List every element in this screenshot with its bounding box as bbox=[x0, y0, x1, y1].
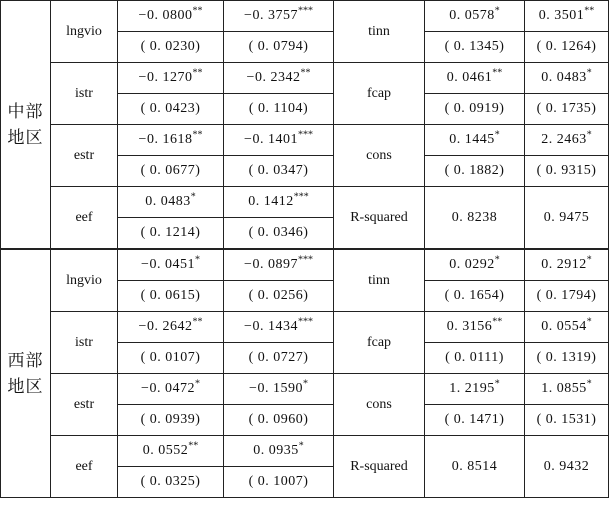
coefficient-value: −0. 1590 bbox=[249, 381, 303, 396]
stderr-col4: ( 0. 1531) bbox=[525, 405, 609, 436]
stderr-col1: ( 0. 0423) bbox=[118, 94, 224, 125]
r-squared-col3: 0. 8514 bbox=[425, 436, 525, 498]
coefficient-value: −0. 0800 bbox=[138, 8, 193, 23]
variable-name: tinn bbox=[334, 1, 425, 63]
coefficient-value: 0. 0935 bbox=[253, 443, 299, 458]
coef-col2 bbox=[224, 125, 334, 156]
stderr-col2: ( 0. 0256) bbox=[224, 281, 334, 312]
coefficient-value: −0. 0897 bbox=[244, 257, 298, 272]
coef-col2 bbox=[224, 1, 334, 32]
table-row bbox=[1, 312, 609, 343]
coefficient-value: 0. 0552 bbox=[142, 443, 189, 458]
variable-name: eef bbox=[51, 187, 118, 250]
stderr-col4: ( 0. 1319) bbox=[525, 343, 609, 374]
stderr-col3: ( 0. 1471) bbox=[425, 405, 525, 436]
table-row bbox=[1, 125, 609, 156]
significance-stars: * bbox=[586, 129, 592, 141]
coef-col4 bbox=[525, 63, 609, 94]
stderr-col1: ( 0. 0325) bbox=[118, 467, 224, 498]
significance-stars: * bbox=[494, 5, 500, 17]
stderr-col2: ( 0. 0727) bbox=[224, 343, 334, 374]
stderr-col3: ( 0. 1345) bbox=[425, 32, 525, 63]
significance-stars: ** bbox=[492, 316, 503, 328]
coef-col1 bbox=[118, 1, 224, 32]
stderr-col2: ( 0. 0347) bbox=[224, 156, 334, 187]
significance-stars: ** bbox=[192, 129, 203, 141]
stderr-col4: ( 0. 9315) bbox=[525, 156, 609, 187]
region-label bbox=[1, 1, 51, 250]
table-row bbox=[1, 1, 609, 32]
significance-stars: *** bbox=[297, 129, 313, 141]
stderr-col3: ( 0. 1654) bbox=[425, 281, 525, 312]
coefficient-value: 0. 1445 bbox=[449, 132, 495, 147]
stderr-col3: ( 0. 1882) bbox=[425, 156, 525, 187]
variable-name: lngvio bbox=[51, 249, 118, 312]
coef-col3 bbox=[425, 249, 525, 281]
coef-col1 bbox=[118, 187, 224, 218]
significance-stars: ** bbox=[492, 67, 503, 79]
variable-name: tinn bbox=[334, 249, 425, 312]
coef-col1 bbox=[118, 436, 224, 467]
coef-col1 bbox=[118, 312, 224, 343]
significance-stars: *** bbox=[297, 316, 313, 328]
stderr-col2: ( 0. 0794) bbox=[224, 32, 334, 63]
coefficient-value: 0. 0554 bbox=[541, 319, 587, 334]
variable-name: lngvio bbox=[51, 1, 118, 63]
significance-stars: * bbox=[298, 440, 304, 452]
r-squared-col4: 0. 9432 bbox=[525, 436, 609, 498]
stderr-col1: ( 0. 1214) bbox=[118, 218, 224, 250]
coef-col4 bbox=[525, 312, 609, 343]
significance-stars: * bbox=[586, 67, 592, 79]
variable-name: fcap bbox=[334, 312, 425, 374]
stderr-col4: ( 0. 1264) bbox=[525, 32, 609, 63]
stderr-col3: ( 0. 0111) bbox=[425, 343, 525, 374]
stderr-col1: ( 0. 0939) bbox=[118, 405, 224, 436]
coef-col3 bbox=[425, 1, 525, 32]
significance-stars: ** bbox=[300, 67, 311, 79]
coefficient-value: −0. 2342 bbox=[246, 70, 301, 85]
significance-stars: * bbox=[194, 254, 200, 266]
coefficient-value: −0. 0472 bbox=[141, 381, 195, 396]
coefficient-value: 1. 0855 bbox=[541, 381, 587, 396]
significance-stars: * bbox=[586, 378, 592, 390]
significance-stars: * bbox=[194, 378, 200, 390]
region-name-line2: 地区 bbox=[7, 376, 44, 396]
coefficient-value: −0. 1618 bbox=[138, 132, 193, 147]
variable-name: fcap bbox=[334, 63, 425, 125]
coefficient-value: 0. 2912 bbox=[541, 257, 587, 272]
coefficient-value: 0. 0483 bbox=[145, 194, 191, 209]
significance-stars: *** bbox=[297, 5, 313, 17]
variable-name: cons bbox=[334, 374, 425, 436]
coef-col4 bbox=[525, 125, 609, 156]
variable-name: eef bbox=[51, 436, 118, 498]
coefficient-value: 0. 3501 bbox=[538, 8, 585, 23]
coef-col1 bbox=[118, 374, 224, 405]
coef-col2 bbox=[224, 187, 334, 218]
coef-col1 bbox=[118, 63, 224, 94]
stderr-col1: ( 0. 0677) bbox=[118, 156, 224, 187]
coef-col4 bbox=[525, 1, 609, 32]
significance-stars: * bbox=[494, 378, 500, 390]
variable-name: estr bbox=[51, 374, 118, 436]
stderr-col2: ( 0. 0960) bbox=[224, 405, 334, 436]
stderr-col1: ( 0. 0230) bbox=[118, 32, 224, 63]
region-name-line1: 中部 bbox=[7, 101, 44, 121]
significance-stars: * bbox=[302, 378, 308, 390]
region-label bbox=[1, 249, 51, 498]
significance-stars: * bbox=[586, 316, 592, 328]
coefficient-value: 1. 2195 bbox=[449, 381, 495, 396]
coefficient-value: −0. 2642 bbox=[138, 319, 193, 334]
coefficient-value: −0. 0451 bbox=[141, 257, 195, 272]
coefficient-value: 0. 1412 bbox=[248, 194, 294, 209]
significance-stars: * bbox=[494, 129, 500, 141]
table-row bbox=[1, 187, 609, 218]
r-squared-label: R-squared bbox=[334, 436, 425, 498]
coef-col2 bbox=[224, 63, 334, 94]
table-row bbox=[1, 374, 609, 405]
coef-col1 bbox=[118, 125, 224, 156]
r-squared-label: R-squared bbox=[334, 187, 425, 250]
coefficient-value: 2. 2463 bbox=[541, 132, 587, 147]
significance-stars: *** bbox=[293, 191, 309, 203]
coefficient-value: −0. 3757 bbox=[244, 8, 298, 23]
coef-col3 bbox=[425, 125, 525, 156]
significance-stars: * bbox=[586, 254, 592, 266]
coef-col1 bbox=[118, 249, 224, 281]
region-name-line2: 地区 bbox=[7, 127, 44, 147]
coefficient-value: 0. 0578 bbox=[449, 8, 495, 23]
stderr-col2: ( 0. 1104) bbox=[224, 94, 334, 125]
stderr-col1: ( 0. 0107) bbox=[118, 343, 224, 374]
significance-stars: * bbox=[494, 254, 500, 266]
table-row bbox=[1, 249, 609, 281]
significance-stars: * bbox=[190, 191, 196, 203]
table-row bbox=[1, 436, 609, 467]
stderr-col3: ( 0. 0919) bbox=[425, 94, 525, 125]
stderr-col2: ( 0. 1007) bbox=[224, 467, 334, 498]
stderr-col4: ( 0. 1735) bbox=[525, 94, 609, 125]
stderr-col4: ( 0. 1794) bbox=[525, 281, 609, 312]
variable-name: cons bbox=[334, 125, 425, 187]
significance-stars: *** bbox=[297, 254, 313, 266]
coef-col4 bbox=[525, 249, 609, 281]
coefficient-value: −0. 1401 bbox=[244, 132, 298, 147]
coefficient-value: 0. 0483 bbox=[541, 70, 587, 85]
coefficient-value: 0. 0461 bbox=[446, 70, 493, 85]
r-squared-col3: 0. 8238 bbox=[425, 187, 525, 250]
coef-col4 bbox=[525, 374, 609, 405]
stderr-col2: ( 0. 0346) bbox=[224, 218, 334, 250]
region-name-line1: 西部 bbox=[7, 350, 44, 370]
coefficient-value: 0. 0292 bbox=[449, 257, 495, 272]
variable-name: estr bbox=[51, 125, 118, 187]
coef-col2 bbox=[224, 312, 334, 343]
significance-stars: ** bbox=[192, 67, 203, 79]
significance-stars: ** bbox=[584, 5, 595, 17]
coef-col2 bbox=[224, 374, 334, 405]
variable-name: istr bbox=[51, 312, 118, 374]
variable-name: istr bbox=[51, 63, 118, 125]
significance-stars: ** bbox=[192, 316, 203, 328]
coefficient-value: −0. 1434 bbox=[244, 319, 298, 334]
coef-col3 bbox=[425, 374, 525, 405]
stderr-col1: ( 0. 0615) bbox=[118, 281, 224, 312]
significance-stars: ** bbox=[192, 5, 203, 17]
r-squared-col4: 0. 9475 bbox=[525, 187, 609, 250]
coef-col2 bbox=[224, 436, 334, 467]
significance-stars: ** bbox=[188, 440, 199, 452]
coef-col2 bbox=[224, 249, 334, 281]
coefficient-value: 0. 3156 bbox=[446, 319, 493, 334]
coef-col3 bbox=[425, 312, 525, 343]
coef-col3 bbox=[425, 63, 525, 94]
table-row bbox=[1, 63, 609, 94]
coefficient-value: −0. 1270 bbox=[138, 70, 193, 85]
